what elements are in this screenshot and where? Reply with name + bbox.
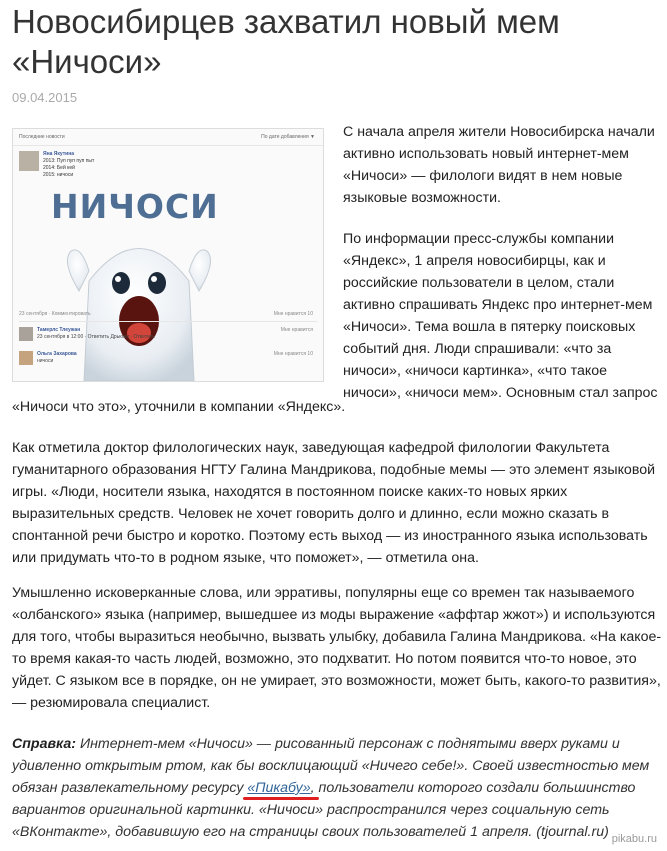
image-stats-left: 23 сентября · Комментировать (19, 311, 91, 317)
article-image (12, 128, 324, 382)
image-comment-author: Тамерлс Тлеужан (37, 327, 81, 333)
paragraph-yandex-end: «Ничоси что это», уточнили в компании «Яндекс». (12, 399, 346, 415)
image-post-line: 2015: ничоси (43, 172, 74, 178)
image-comment-like: Мне нравится (280, 327, 313, 333)
watermark: pikabu.ru (611, 833, 657, 845)
paragraph-yandex: По информации пресс-службы компании «Яндекс», 1 апреля новосибирцы, как и российские пользователи в целом, стали активно спрашивать Яндекс про интернет-мем «Ничоси». Тема вошла в пятерку поисковых событий дня. Люди спрашивали: «что за ничоси», «ничоси картинка», «что такое ничоси», «ничоси мем». Основным стал запрос (343, 231, 658, 401)
article-title: Новосибирцев захватил новый мем «Ничоси» (12, 3, 560, 80)
pikabu-link[interactable]: «Пикабу» (247, 780, 311, 796)
image-comment-text (37, 327, 155, 341)
image-comment-like: Мне нравится 10 (273, 351, 313, 357)
reference-text-a: Интернет-мем «Ничоси» — рисованный персонаж с поднятыми вверх руками и удивленно открытым ртом, как бы восклицающий «Ничего себе!». Своей известностью мем обязан развлекательному ресурсу (12, 736, 650, 796)
image-header-left: Последние новости (19, 134, 65, 140)
paragraph-intro: С начала апреля жители Новосибирска начали активно использовать новый интернет-мем «Ничоси» — филологи видят в нем новые языковые возможности. (343, 124, 655, 206)
image-stats (19, 311, 317, 322)
reference-text-b: , пользователи которого создали большинство вариантов оригинальной картинки. «Ничоси» распространился через социальную сеть «ВКонтакте», добавившую его на страницы своих пользователей 1 апреля. (tjournal.ru) (12, 780, 636, 840)
image-post-author: Яна Якутина (43, 151, 75, 157)
ghost-icon (59, 221, 219, 382)
image-comment-body: 23 сентября в 12:00 · Ответить Дрьюжи · Ответить (37, 334, 155, 340)
avatar (19, 327, 33, 341)
highlight-underline (243, 797, 319, 800)
reference-note (12, 733, 662, 843)
image-header-right: По дате добавления ▼ (261, 134, 315, 140)
image-header (13, 129, 323, 146)
image-post-text (43, 151, 143, 179)
paragraph-philologist: Как отметила доктор филологических наук, заведующая кафедрой филологии Факультета гуманитарного образования НГТУ Галина Мандрикова, подобные мемы — это элемент языковой игры. «Люди, носители языка, находятся в постоянном поиске каких-то новых ярких выразительных средств. Человек не хочет говорить долго и длинно, если можно сказать в спонтанной речи быстро и коротко. Поэтому есть выход — из иностранного языка использовать или придумать что-то в родном языке, что поможет», — отметила она. (12, 440, 656, 566)
image-comment-body: ничоси (37, 358, 54, 364)
paragraph-erratives: Умышленно исковерканные слова, или эрративы, популярны еще со времен так называемого «олбанского» языка (например, вышедшее из моды выражение «аффтар жжот») и используются для того, чтобы выразиться необычно, вызвать улыбку, добавила Галина Мандрикова. «На какое-то время какая-то часть людей, возможно, это подхватит. Но потом появится что-то новое, это уйдет. С языком все в порядке, он не умирает, это возможности, может быть, какого-то развития», — резюмировала специалист. (12, 585, 662, 711)
image-stats-right: Мне нравится 10 (273, 311, 313, 317)
image-post-line: 2014: Бей кей (43, 165, 75, 171)
image-post-line: 2013: Пуп пуп пуп пыт (43, 158, 95, 164)
image-comment-text (37, 351, 77, 365)
reference-label: Справка: (12, 736, 77, 752)
avatar (19, 151, 39, 171)
avatar (19, 351, 33, 365)
article-date: 09.04.2015 (12, 90, 78, 105)
image-comment-author: Ольга Захарова (37, 351, 77, 357)
meme-word: НИЧОСИ (51, 187, 219, 226)
